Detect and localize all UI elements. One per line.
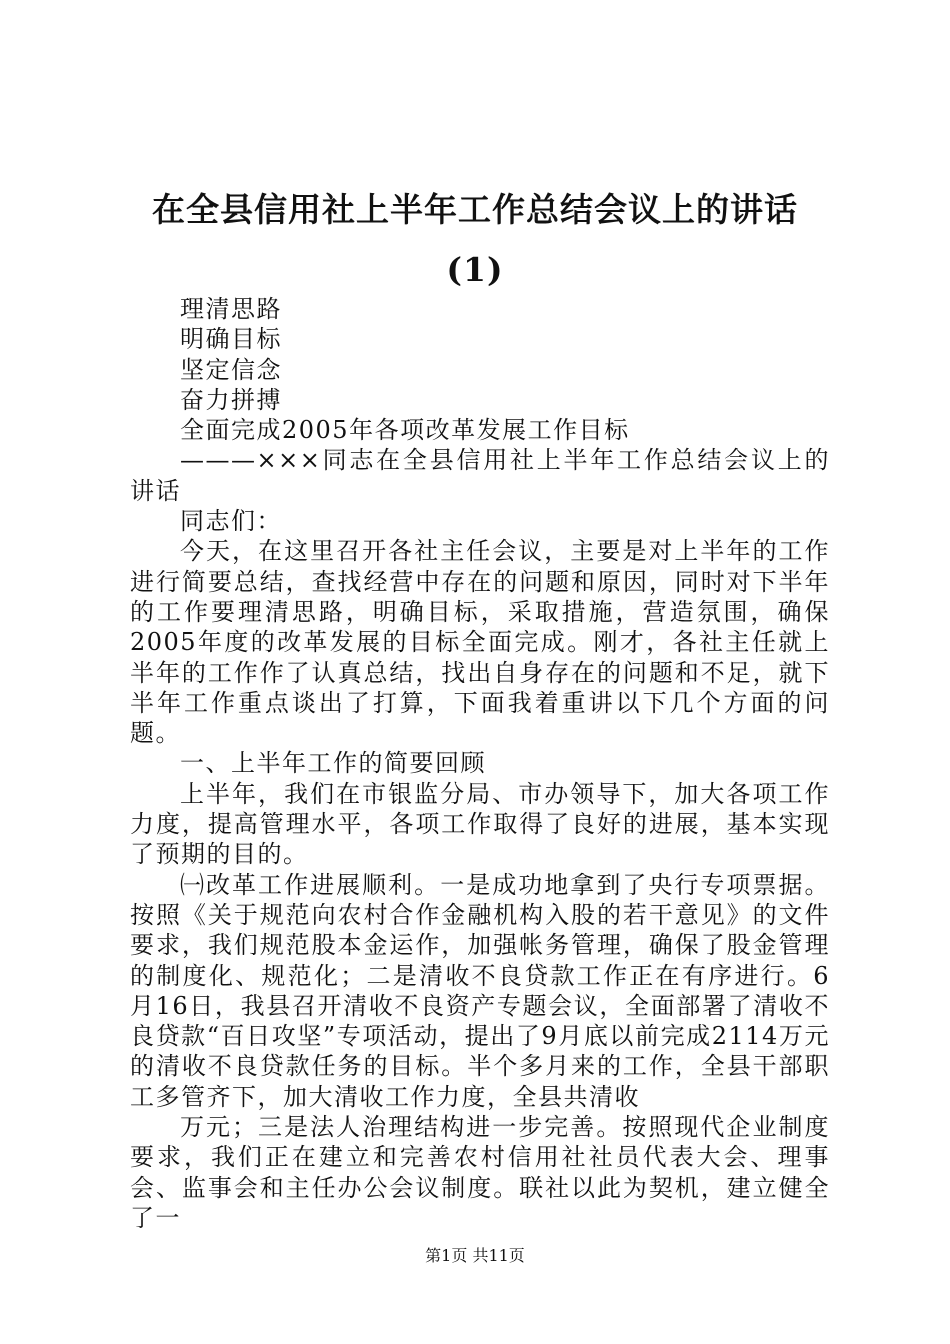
heading-line: 明确目标 [180,325,282,354]
heading-line: 理清思路 [180,295,282,323]
title-line-1: 在全县信用社上半年工作总结会议上的讲话 [152,190,798,229]
speaker-line: ———×××同志在全县信用社上半年工作总结会议上的讲话 [130,446,830,505]
document-title [110,180,840,300]
salutation: 同志们： [180,507,282,536]
title-line-2: (1) [446,250,504,289]
section-heading: 一、上半年工作的简要回顾 [180,749,486,778]
heading-line: 坚定信念 [180,355,282,384]
paragraph: 今天，在这里召开各社主任会议，主要是对上半年的工作进行简要总结，查找经营中存在的问题和原因，同时对下半年的工作要理清思路，明确目标，采取措施，营造氛围，确保2005年度的改革发展的目标全面完成。刚才，各社主任就上半年的工作作了认真总结，找出自身存在的问题和不足，就下半年工作重点谈出了打算，下面我着重讲以下几个方面的问题。 [130,537,830,748]
paragraph: ㈠改革工作进展顺利。一是成功地拿到了央行专项票据。按照《关于规范向农村合作金融机构入股的若干意见》的文件要求，我们规范股本金运作，加强帐务管理，确保了股金管理的制度化、规范化；二是清收不良贷款工作正在有序进行。6月16日，我县召开清收不良资产专题会议，全面部署了清收不良贷款“百日攻坚”专项活动，提出了9月底以前完成2114万元的清收不良贷款任务的目标。半个多月来的工作，全县干部职工多管齐下，加大清收工作力度，全县共清收 [130,870,830,1111]
paragraph: 上半年，我们在市银监分局、市办领导下，加大各项工作力度，提高管理水平，各项工作取得了良好的进展，基本实现了预期的目的。 [130,779,830,869]
paragraph: 万元；三是法人治理结构进一步完善。按照现代企业制度要求，我们正在建立和完善农村信用社社员代表大会、理事会、监事会和主任办公会议制度。联社以此为契机，建立健全了一 [130,1113,830,1232]
page-footer: 第1页 共11页 [425,1246,525,1265]
document-body [130,294,830,1233]
heading-line: 奋力拼搏 [180,385,282,414]
heading-line: 全面完成2005年各项改革发展工作目标 [180,416,630,445]
